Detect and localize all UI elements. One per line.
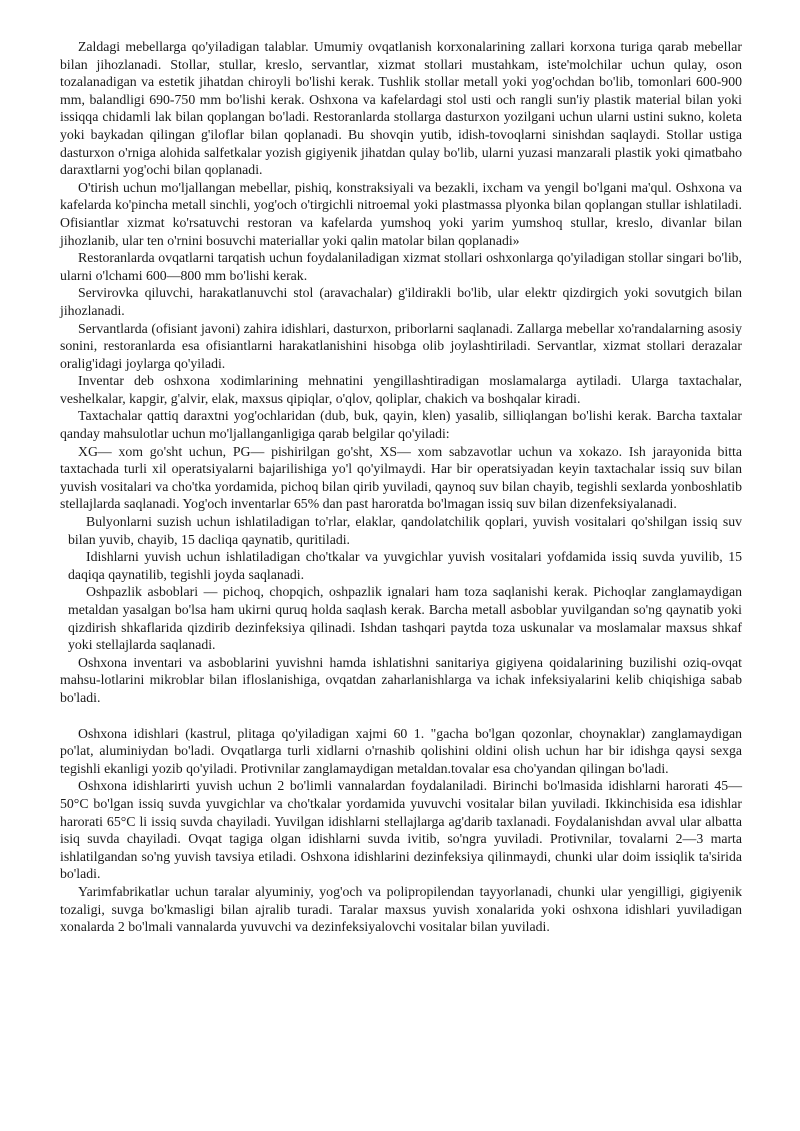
paragraph-washing-vessels: Oshxona idishlarirti yuvish uchun 2 bo'limli vannalardan foydalaniladi. Birinchi bo'lmasida idishlarni harorati 45—50°C bo'lgan issiq suvda yuvgichlar va cho'tkalar yordamida yuvuvchi vositalar bilan yuviladi. Ikkinchisida esa idishlar harorati 65°C li issiq suvda chayiladi. Yuvilgan idishlarni stellajlarga ag'darib taxlanadi. Foydalanishdan avval ular albatta isiq suvda chayiladi. Ovqat tagiga olgan idishlarni suvda ivitib, so'ngra yuviladi. Protivnilar, tovalarni 2—3 marta ishlatilgandan so'ng yuvish tavsiya etiladi. Oshxona idishlarini dezinfeksiya qilinmaydi, chunki ular doim issiqlik ta'sirida bo'ladi.	[60, 778, 742, 882]
paragraph-furniture-requirements: Zaldagi mebellarga qo'yiladigan talablar. Umumiy ovqatlanish korxonalarining zallari korxona turiga qarab mebellar bilan jihozlanadi. Stollar, stullar, kreslo, servantlar, xizmat stollari mustahkam, iste'molchilar uchun qulay, oson tozalanadigan va estetik jihatdan chiroyli bo'lishi kerak. Tushlik stollar metall yoki yog'ochdan bo'lib, tomonlari 600-900 mm, balandligi 690-750 mm bo'lishi kerak. Oshxona va kafelardagi stol usti och rangli sun'iy plastik material bilan yoki issiqqa chidamli lak bilan qoplangan bo'ladi. Restoranlarda stollarga dasturxon yozilgani uchun ularni ustini sukno, koleta yoki baykadan qilingan g'iloflar bilan qoplanadi. Bu shovqin yutib, idish-tovoqlarni sinishdan saqlaydi. Stollar ustiga dasturxon o'rniga alohida salfetkalar yozish gigiyenik jihatdan qulay bo'lib, ularni yuzasi manzarali plastik yoki qimatbaho daraxtlarni yog'ochi bilan qoplanadi.	[60, 39, 742, 178]
paragraph-brushes: Idishlarni yuvish uchun ishlatiladigan cho'tkalar va yuvgichlar yuvish vositalari yofdamida issiq suvda yuvilib, 15 daqiqa qaynatilib, tegishli joyda saqlanadi.	[68, 549, 742, 582]
paragraph-serving-trolleys: Servirovka qiluvchi, harakatlanuvchi stol (aravachalar) g'ildirakli bo'lib, ular elektr qizdirgich yoki sovutgich bilan jihozlanadi.	[60, 285, 742, 318]
paragraph-cooking-tools: Oshpazlik asboblari — pichoq, chopqich, oshpazlik ignalari ham toza saqlanishi kerak. Pichoqlar zanglamaydigan metaldan yasalgan bo'lsa ham ukirni quruq holda saqlash kerak. Barcha metall asboblar yuvilgandan so'ng qaynatib yoki qizdirish shkaflarida qizdirib dezinfeksiya qilinadi. Ishdan tashqari paytda toza uskunalar va moslamalar maxsus shkaf yoki stellajlarda saqlanadi.	[68, 584, 742, 653]
paragraph-inventory-definition: Inventar deb oshxona xodimlarining mehnatini yengillashtiradigan moslamalarga aytiladi. Ularga taxtachalar, veshelkalar, kapgir, g'alvir, elak, maxsus qipiqlar, o'qlov, qoliplar, chakich va boshqalar kiradi.	[60, 373, 742, 406]
paragraph-board-markings: XG— xom go'sht uchun, PG— pishirilgan go'sht, XS— xom sabzavotlar uchun va xokazo. Ish jarayonida bitta taxtachada turli xil operatsiyalarni bajarilishiga yo'l qo'yilmaydi. Har bir operatsiyadan keyin taxtachalar issiq suv bilan yuvish vositalari va cho'tka yordamida, pichoq bilan qirib yuviladi, qaynoq suv bilan chayib, tegishli sexlarda yonboshlatib stellajlarda saqlanadi. Yog'och inventarlar 65% dan past haroratda bo'lmagan issiq suv bilan dizenfeksiyalanadi.	[60, 443, 742, 512]
paragraph-containers: Yarimfabrikatlar uchun taralar alyuminiy, yog'och va polipropilendan tayyorlanadi, chunki ular yengilligi, gigiyenik tozaligi, suvga bo'kmasligi bilan ajralib turadi. Taralar maxsus yuvish xonalarida yoki oshxona idishlari yuviladigan xonalarda 2 bo'lmali vannalarda yuvuvchi va dezinfeksiyalovchi vositalar bilan yuviladi.	[60, 883, 742, 935]
paragraph-hygiene-warning: Oshxona inventari va asboblarini yuvishni hamda ishlatishni sanitariya gigiyena qoidalarining buzilishi oziq-ovqat mahsu-lotlarini mikroblar bilan ifloslanishiga, ovqatdan zaharlanishlarga va ichak infeksiyalarini kelib chiqishiga sabab bo'ladi.	[60, 654, 742, 705]
paragraph-seating-furniture: O'tirish uchun mo'ljallangan mebellar, pishiq, konstraksiyali va bezakli, ixcham va yengil bo'lgani ma'qul. Oshxona va kafelarda ko'pincha metall sinchli, yog'och o'tirgichli nitroemal yoki plastmassa plyonka bilan qoplangan stullar ishlatiladi. Ofisiantlar xizmat ko'rsatuvchi restoran va kafelarda yumshoq yoki yarim yumshoq stullar, kreslo, divanlar bilan jihozlanib, ular ten o'rnini bosuvchi materiallar yoki qalin matolar bilan qoplanadi»	[60, 179, 742, 248]
paragraph-cutting-boards: Taxtachalar qattiq daraxtni yog'ochlaridan (dub, buk, qayin, klen) yasalib, silliqlangan bo'lishi kerak. Barcha taxtalar qanday mahsulotlar uchun mo'ljallanganligiga qarab belgilar qo'yiladi:	[60, 408, 742, 442]
paragraph-sideboards: Servantlarda (ofisiant javoni) zahira idishlari, dasturxon, priborlarni saqlanadi. Zallarga mebellar xo'randalarning asosiy sonini, restoranlarda esa ofisiantlarni harakatlanishini hisobga olib joylashtiriladi. Servantlar, xizmat stollari derazalar oralig'idagi joylarga qo'yiladi.	[60, 320, 742, 371]
paragraph-service-tables: Restoranlarda ovqatlarni tarqatish uchun foydalaniladigan xizmat stollari oshxonlarga qo'yiladigan stollar singari bo'lib, ularni o'lchami 600—800 mm bo'lishi kerak.	[60, 250, 742, 283]
paragraph-kitchen-vessels: Oshxona idishlari (kastrul, plitaga qo'yiladigan xajmi 60 1. "gacha bo'lgan qozonlar, choynaklar) zanglamaydigan po'lat, aluminiydan bo'ladi. Ovqatlarga turli xidlarni o'rnashib qolishini oldini olish uchun har bir idishga qaysi sexga tegishli ekanligi yozib qo'yiladi. Protivnilar zanglamaydigan metaldan.tovalar esa cho'yandan qilingan bo'ladi.	[60, 725, 742, 776]
paragraph-strainers: Bulyonlarni suzish uchun ishlatiladigan to'rlar, elaklar, qandolatchilik qoplari, yuvish vositalari qo'shilgan issiq suv bilan yuvib, chayib, 15 dacliqa qaynatib, quritiladi.	[68, 514, 742, 547]
